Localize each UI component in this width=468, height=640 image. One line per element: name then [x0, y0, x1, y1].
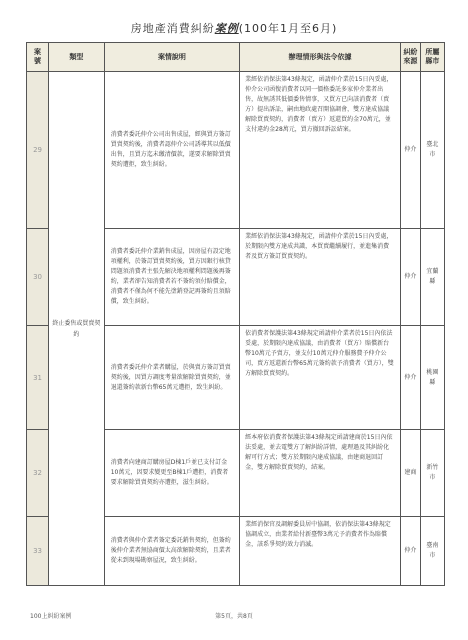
page-title — [0, 20, 468, 36]
title-prefix: 房地產消費糾紛 — [130, 22, 215, 35]
header-no: 案號 — [27, 43, 49, 72]
case-description: 消費者與仲介業者簽定委託銷售契約，但簽約後仲介業者無協商價太高欲解除契約，且業者從未到現場勘察屋況，致生糾紛。 — [104, 517, 239, 586]
case-handling: 業經依消保法第43條規定，函請仲介業於15日內妥處，仲介公司函復消費者以同一價格委託多家仲介業者出售，故無誘其低價委售情事，又買方已向該消費者（賣方）提出訴訟，嗣由地政處召開協調會，雙方達成協議解除買賣契約，消費者（賣方）返還買約金70萬元，並支付違約金28萬元，買方撤回訴訟結案。 — [240, 72, 401, 229]
case-source: 仲介 — [400, 517, 420, 586]
case-number: 31 — [27, 326, 49, 430]
case-description: 消費者委託仲介業者購屋，於與賣方簽訂買賣契約後，因買方調度考量欲解除買賣契約，並退還簽約款新台幣65萬元遭拒，致生糾紛。 — [104, 326, 239, 430]
case-source: 仲介 — [400, 326, 420, 430]
footer-page-number: 第5頁，共8頁 — [215, 613, 253, 620]
case-description: 消費者向建商訂購房屋D棟1戶並已支付訂金10萬元，因要求變更至B棟1戶遭拒，消費者要求解除買賣契約亦遭拒，滋生糾紛。 — [104, 430, 239, 517]
case-city: 臺北市 — [420, 72, 444, 229]
case-source: 仲介 — [400, 72, 420, 229]
table-header-row — [27, 43, 445, 72]
case-handling: 業經依消保法第43條規定，函請仲介業於15日內妥處，於期限內雙方達成共識，本買賣繼續履行，並進集消費者及買方簽訂買賣契約。 — [240, 229, 401, 326]
case-city: 桃園縣 — [420, 326, 444, 430]
case-number: 29 — [27, 72, 49, 229]
case-number: 32 — [27, 430, 49, 517]
case-handling: 依消費者保護法第43條規定函請仲介業者於15日內依法妥處，於期限內達成協議，由消費者（買方）賠償新台幣10萬元予賣方，並支付10萬元仲介服務費予仲介公司，賣方返還新台幣65萬元簽約款予消費者（買方），雙方解除買賣契約。 — [240, 326, 401, 430]
header-handle: 辦理情形與法令依據 — [240, 43, 401, 72]
table-row — [27, 72, 445, 229]
title-suffix: (100年1月至6月) — [238, 22, 338, 35]
footer-document-label: 100上糾紛案例 — [30, 613, 72, 620]
case-city: 臺南市 — [420, 517, 444, 586]
case-handling: 經本府依消費者保護法第43條規定函請建商於15日內依法妥處，並去電雙方了解糾紛詳情，處理過及其糾紛化解可行方式；雙方於期限內達成協議，由建商退回訂金，雙方解除買賣契約，結案。 — [240, 430, 401, 517]
case-number: 30 — [27, 229, 49, 326]
case-description: 消費者委託仲介公司出售成屋，經與買方簽訂買賣契約後，消費者認仲介公司誘導其以低價出售，且買方迄未繳清價款，遂要求解除買賣契約遭拒，致生糾紛。 — [104, 72, 239, 229]
header-source: 糾紛來源 — [400, 43, 420, 72]
case-table — [26, 42, 445, 586]
header-city: 所屬縣市 — [420, 43, 444, 72]
case-source: 仲介 — [400, 229, 420, 326]
case-type: 終止委售或買賣契約 — [49, 72, 105, 586]
case-number: 33 — [27, 517, 49, 586]
header-desc: 案情說明 — [104, 43, 239, 72]
case-source: 建商 — [400, 430, 420, 517]
case-description: 消費者委託仲介業銷售成屋，因房屋有設定地項權利，於簽訂買賣契約後，買方因銀行核貸問題須消費者主張先解決地項權利問題後再簽約，業者卻告知消費者若不簽約須付賠償金，消費者不僅為何不能先塗銷登記再簽約且須賠償，致生糾紛。 — [104, 229, 239, 326]
case-handling: 業經消保官及調解委員居中協調，依消保法第43條規定協調成立，由業者給付新臺幣3萬元予消費者作為賠償金，該系爭契約效力消滅。 — [240, 517, 401, 586]
title-emphasis: 案例 — [214, 22, 239, 35]
case-city: 宜蘭縣 — [420, 229, 444, 326]
case-city: 新竹市 — [420, 430, 444, 517]
header-type: 類型 — [49, 43, 105, 72]
